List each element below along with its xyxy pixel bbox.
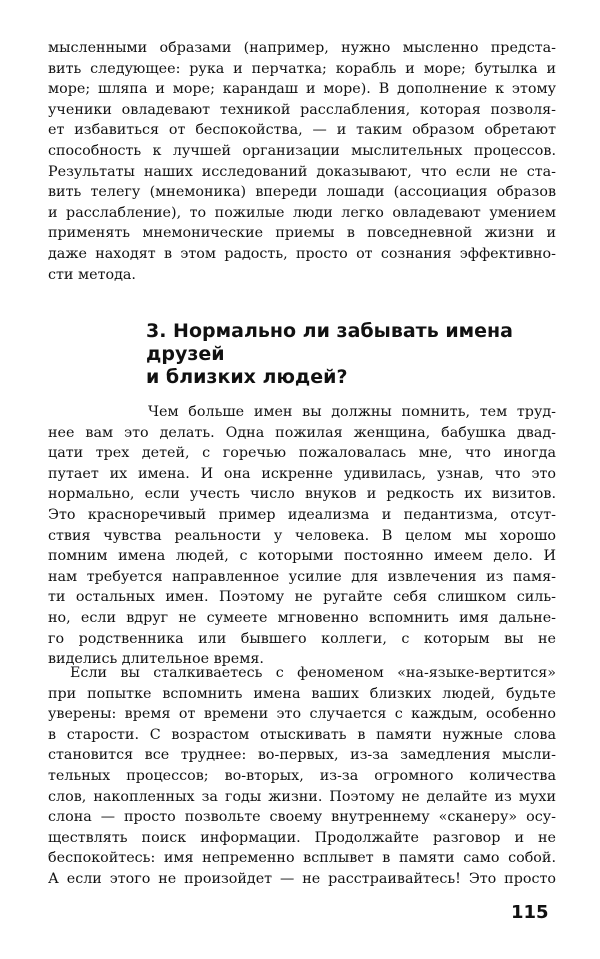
text-line: помним имена людей, с которыми постоянно имеем дело. И [48, 548, 556, 565]
section-heading-line: 3. Нормально ли забывать имена [146, 320, 514, 342]
section-heading-line: друзей [146, 343, 225, 365]
text-line: применять мнемонические приемы в повседневной жизни и [48, 225, 556, 242]
text-line: нормально, если учесть число внуков и редкость их визитов. [48, 486, 556, 503]
text-line: Если вы сталкиваетесь с феноменом «на-языке-вертится» [70, 665, 556, 681]
paragraph-second [48, 402, 556, 670]
text-line: при попытке вспомнить имена ваших близких людей, будьте [48, 685, 556, 702]
text-line: сти метода. [48, 266, 136, 283]
paragraph-second-text [48, 402, 556, 670]
text-line: слона — просто позвольте своему внутреннему «сканеру» осу- [48, 809, 556, 826]
text-line: тельных процессов; во-вторых, из-за огромного количества [48, 767, 556, 784]
text-line: путает их имена. И она искренне удивилась, узнав, что это [48, 465, 556, 482]
paragraph-top-text [48, 38, 556, 285]
text-line: Результаты наших исследований доказывают, что если не ста- [48, 163, 556, 180]
text-line: ет избавиться от беспокойства, — и таким образом обретают [48, 122, 556, 139]
text-line: мысленными образами (например, нужно мысленно предста- [48, 40, 556, 56]
text-line: вить телегу (мнемоника) впереди лошади (ассоциация образов [48, 184, 556, 201]
text-line: ти остальных имен. Поэтому не ругайте себя слишком силь- [48, 589, 556, 606]
text-line: ществлять поиск информации. Продолжайте разговор и не [48, 829, 556, 846]
text-line: виделись длительное время. [48, 651, 264, 668]
text-line: море; шляпа и море; карандаш и море). В дополнение к этому [48, 81, 556, 98]
paragraph-third [48, 663, 556, 890]
text-line: нее вам это делать. Одна пожилая женщина, бабушка двад- [48, 424, 556, 441]
paragraph-top [48, 38, 556, 285]
text-line: и расслабление), то пожилые люди легко овладевают умением [48, 204, 556, 221]
text-line: Чем больше имен вы должны помнить, тем труд- [148, 404, 556, 420]
text-line: уверены: время от времени это случается с каждым, особенно [48, 706, 556, 723]
page-number: 115 [511, 902, 549, 923]
text-line: ствия чувства реальности у человека. В целом мы хорошо [48, 527, 556, 544]
text-line: в старости. С возрастом отыскивать в памяти нужные слова [48, 726, 556, 743]
text-line: но, если вдруг не сумеете мгновенно вспомнить имя дальне- [48, 609, 556, 626]
text-line: го родственника или бывшего коллеги, с которым вы не [48, 630, 556, 647]
text-line: становится все труднее: во-первых, из-за замедления мысли- [48, 747, 556, 764]
text-line: нам требуется направленное усилие для извлечения из памя- [48, 568, 556, 585]
section-heading [146, 320, 546, 389]
text-line: даже находят в этом радость, просто от сознания эффективно- [48, 245, 556, 262]
text-line: способность к лучшей организации мыслительных процессов. [48, 142, 556, 159]
text-line: слов, накопленных за годы жизни. Поэтому не делайте из мухи [48, 788, 556, 805]
text-line: вить следующее: рука и перчатка; корабль и море; бутылка и [48, 60, 556, 77]
paragraph-third-text [48, 663, 556, 890]
text-line: А если этого не произойдет — не расстраивайтесь! Это просто [48, 870, 556, 887]
section-heading-line: и близких людей? [146, 366, 348, 388]
text-line: ученики овладевают техникой расслабления, которая позволя- [48, 101, 556, 118]
text-line: Это красноречивый пример идеализма и педантизма, отсут- [48, 506, 556, 523]
text-line: цати трех детей, с горечью пожаловалась мне, что иногда [48, 445, 556, 462]
text-line: беспокойтесь: имя непременно всплывет в памяти само собой. [48, 850, 556, 867]
